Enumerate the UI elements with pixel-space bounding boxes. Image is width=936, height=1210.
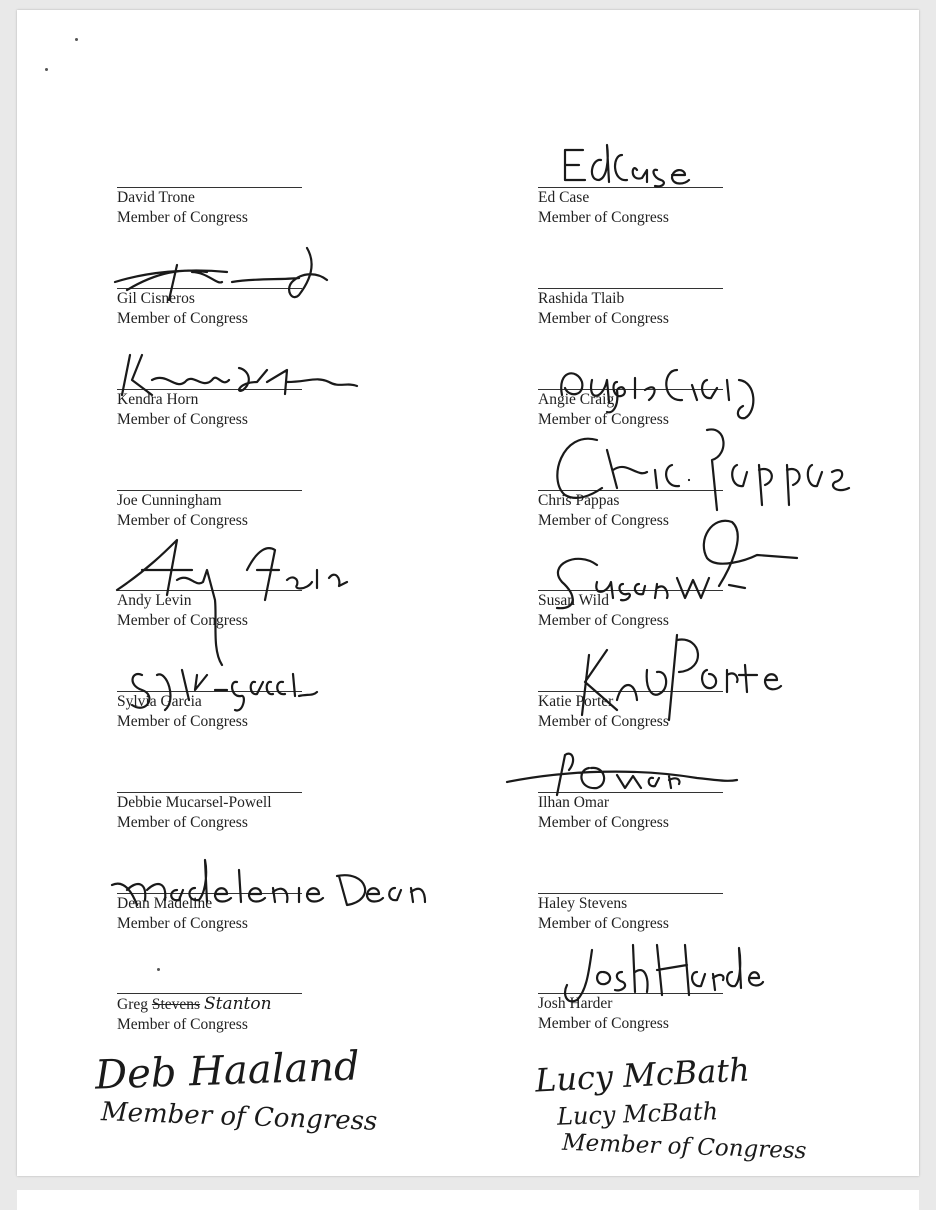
signature-block-trone [117,187,307,228]
signer-first-name: Greg [117,996,148,1013]
signer-name: Dean Madeline [117,895,213,912]
signer-name: Joe Cunningham [117,492,222,509]
signer-title: Member of Congress [538,310,669,327]
signature-block-garcia [117,691,307,732]
document-page [17,10,919,1176]
signer-name: Susan Wild [538,592,609,609]
signer-title: Member of Congress [117,713,248,730]
signer-title: Member of Congress [117,1016,248,1033]
signature-block-dean [117,893,307,934]
signer-name: Kendra Horn [117,391,199,408]
signature-block-omar [538,792,728,833]
signature-block-mucarsel-powell [117,792,307,833]
signature-block-wild [538,590,728,631]
struck-surname: Stevens [151,996,201,1013]
signature-block-stanton [117,993,307,1035]
signer-name: Andy Levin [117,592,192,609]
signer-name: Debbie Mucarsel-Powell [117,794,272,811]
signer-name: David Trone [117,189,195,206]
signer-title: Member of Congress [538,411,669,428]
signer-title: Member of Congress [538,1015,669,1032]
signature-ilhan-omar [507,754,737,795]
signature-block-cunningham [117,490,307,531]
signer-name [117,994,307,1015]
signer-name: Josh Harder [538,995,613,1012]
signature-block-case [538,187,728,228]
signer-name: Sylvia Garcia [117,693,202,710]
signature-block-cisneros [117,288,307,329]
handwritten-mcbath-title: Member of Congress [561,1129,807,1165]
signature-block-porter [538,691,728,732]
signer-title: Member of Congress [538,713,669,730]
next-page-edge [17,1190,919,1210]
signer-title: Member of Congress [538,915,669,932]
signer-title: Member of Congress [538,209,669,226]
signer-name: Ed Case [538,189,590,206]
signature-block-tlaib [538,288,728,329]
signer-title: Member of Congress [117,209,248,226]
signer-title: Member of Congress [538,814,669,831]
signer-title: Member of Congress [117,612,248,629]
signature-block-levin [117,590,307,631]
signature-ed-case [565,145,689,186]
signer-title: Member of Congress [117,915,248,932]
signer-title: Member of Congress [538,612,669,629]
handwritten-haaland-title: Member of Congress [100,1097,378,1137]
signature-block-craig [538,389,728,430]
signer-title: Member of Congress [117,310,248,327]
signer-name: Katie Porter [538,693,614,710]
signer-name: Ilhan Omar [538,794,610,811]
scan-speck [45,68,48,71]
scan-speck [75,38,78,41]
signer-title: Member of Congress [538,512,669,529]
signature-block-pappas [538,490,728,531]
scan-speck [157,968,160,971]
signer-title: Member of Congress [117,512,248,529]
signer-name: Chris Pappas [538,492,620,509]
signer-name: Rashida Tlaib [538,290,625,307]
handwritten-surname: Stanton [203,994,272,1014]
signer-name: Angie Craig [538,391,615,408]
signature-block-stevens [538,893,728,934]
handwritten-mcbath-printed-name: Lucy McBath [556,1097,719,1131]
signer-name: Gil Cisneros [117,290,195,307]
signer-name: Haley Stevens [538,895,628,912]
signer-title: Member of Congress [117,411,248,428]
signer-title: Member of Congress [117,814,248,831]
signature-block-harder [538,993,728,1034]
handwritten-haaland-signature: Deb Haaland [94,1043,361,1099]
signature-block-horn [117,389,307,430]
handwritten-mcbath-signature: Lucy McBath [534,1050,751,1100]
